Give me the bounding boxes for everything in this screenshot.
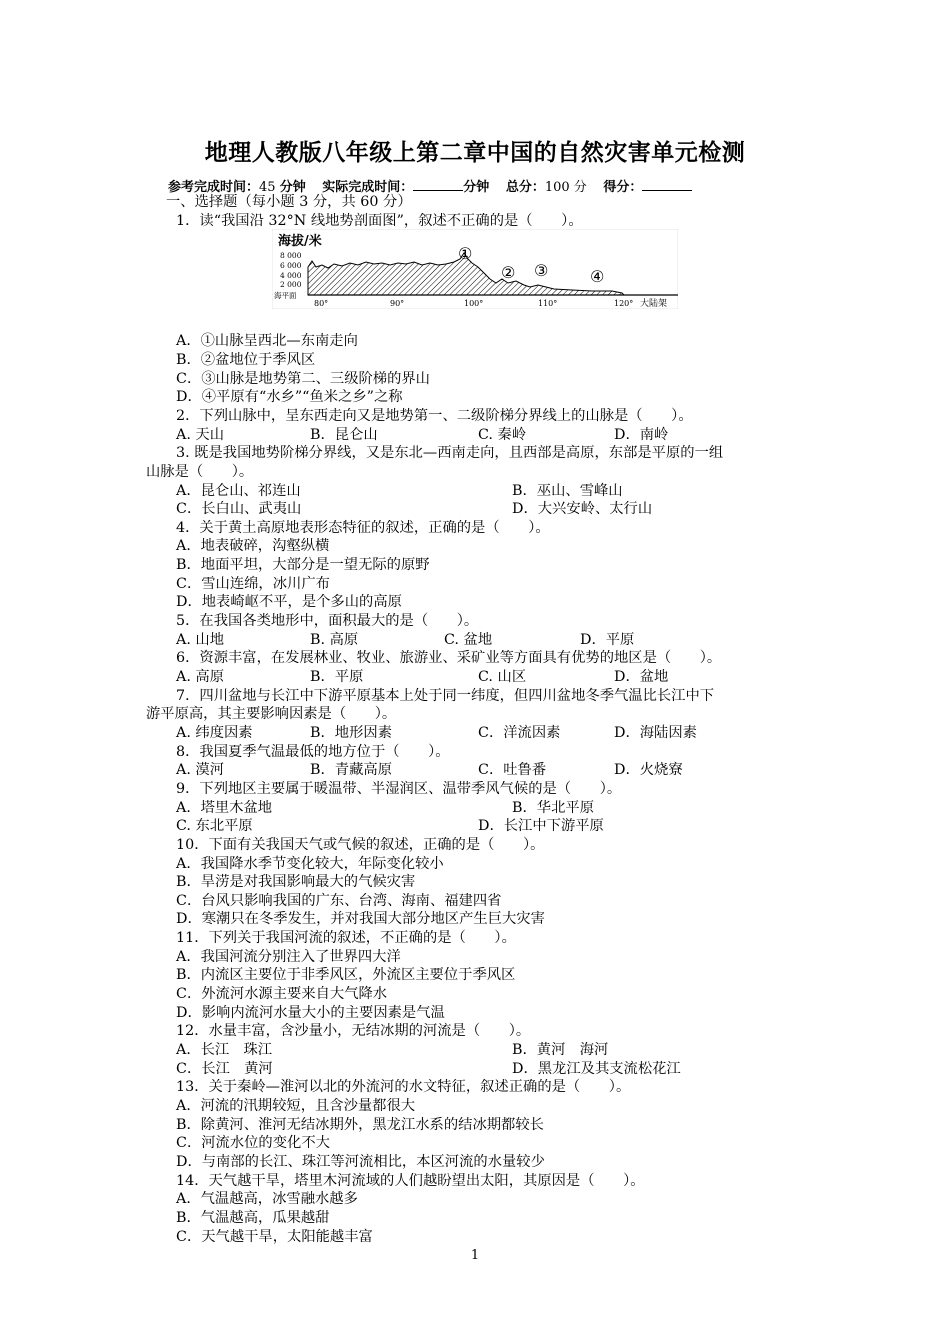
ytick: 8 000 xyxy=(280,251,302,260)
score-label: 得分： xyxy=(603,180,643,195)
option: A．昆仑山、祁连山 xyxy=(176,482,301,499)
option: C．长江 黄河 xyxy=(176,1060,273,1077)
option: C. 秦岭 xyxy=(478,426,527,443)
question-line: 6．资源丰富，在发展林业、牧业、旅游业、采矿业等方面具有优势的地区是（ ）。 xyxy=(176,650,722,667)
question-line: 游平原高，其主要影响因素是（ ）。 xyxy=(146,706,397,723)
question-line: B．气温越高，瓜果越甜 xyxy=(176,1209,330,1226)
page-title: 地理人教版八年级上第二章中国的自然灾害单元检测 xyxy=(204,140,746,166)
question-line: A．地表破碎，沟壑纵横 xyxy=(176,538,330,555)
option: C．吐鲁番 xyxy=(478,762,547,779)
page-number: 1 xyxy=(470,1248,480,1263)
score-blank[interactable] xyxy=(642,178,692,191)
option: B．平原 xyxy=(310,669,364,685)
question-line: 9．下列地区主要属于暖温带、半湿润区、温带季风气候的是（ ）。 xyxy=(176,780,622,797)
option: C．长白山、武夷山 xyxy=(176,501,302,518)
shelf-label: 大陆架 xyxy=(640,299,668,309)
question-line: A．河流的汛期较短，且含沙量都很大 xyxy=(176,1097,416,1114)
ref-time-unit: 分钟 xyxy=(279,180,306,195)
question-line: D．影响内流河水量大小的主要因素是气温 xyxy=(176,1004,445,1021)
question-line: 5．在我国各类地形中，面积最大的是（ ）。 xyxy=(176,613,479,630)
question-line: B．地面平坦，大部分是一望无际的原野 xyxy=(176,557,430,574)
xtick: 90° xyxy=(390,299,405,308)
elevation-profile-figure xyxy=(272,229,678,309)
ref-time-label: 参考完成时间： xyxy=(168,180,260,195)
option: B．华北平原 xyxy=(512,799,594,816)
question-line: C．③山脉是地势第二、三级阶梯的界山 xyxy=(176,370,430,387)
option: A．塔里木盆地 xyxy=(176,799,273,816)
question-line: B．②盆地位于季风区 xyxy=(176,351,316,368)
question-line: C．天气越干旱，太阳能越丰富 xyxy=(176,1228,373,1245)
xtick: 80° xyxy=(314,299,329,308)
total-label: 总分： xyxy=(505,180,545,195)
question-line: A．我国降水季节变化较大，年际变化较小 xyxy=(176,855,444,872)
section-heading: 一、选择题（每小题 3 分，共 60 分） xyxy=(166,194,412,210)
question-line: 7．四川盆地与长江中下游平原基本上处于同一纬度，但四川盆地冬季气温比长江中下 xyxy=(176,687,715,704)
marker-1: ① xyxy=(458,244,473,263)
question-line: D．地表崎岖不平，是个多山的高原 xyxy=(176,594,402,611)
total-value: 100 分 xyxy=(544,180,587,195)
question-line: C．台风只影响我国的广东、台湾、海南、福建四省 xyxy=(176,892,502,909)
option: D．火烧寮 xyxy=(614,762,683,779)
question-line: B．内流区主要位于非季风区，外流区主要位于季风区 xyxy=(176,967,516,984)
question-line: D．与南部的长江、珠江等河流相比，本区河流的水量较少 xyxy=(176,1153,545,1170)
question-line: D．④平原有“水乡”“鱼米之乡”之称 xyxy=(176,389,403,406)
question-line: 1．读“我国沿 32°N 线地势剖面图”，叙述不正确的是（ ）。 xyxy=(176,212,583,229)
figure-ylabel: 海拔/米 xyxy=(278,234,322,249)
ytick: 6 000 xyxy=(280,261,302,270)
question-line: 8．我国夏季气温最低的地方位于（ ）。 xyxy=(176,743,450,760)
actual-time-blank[interactable] xyxy=(413,178,463,191)
option: C. 东北平原 xyxy=(176,818,253,835)
question-line: A．气温越高，冰雪融水越多 xyxy=(176,1191,358,1208)
xtick: 120° xyxy=(614,299,634,308)
question-line: C．雪山连绵，冰川广布 xyxy=(176,575,330,592)
option: D．海陆因素 xyxy=(614,724,697,741)
ytick: 海平面 xyxy=(274,291,297,300)
marker-3: ③ xyxy=(534,261,549,280)
marker-2: ② xyxy=(501,263,516,282)
option: A. 山地 xyxy=(176,631,225,648)
question-line: 4．关于黄土高原地表形态特征的叙述，正确的是（ ）。 xyxy=(176,519,550,536)
question-line: 山脉是（ ）。 xyxy=(146,463,254,480)
option: A．长江 珠江 xyxy=(176,1042,273,1058)
option: A. 漠河 xyxy=(176,762,225,779)
option: D．大兴安岭、太行山 xyxy=(512,501,653,518)
marker-4: ④ xyxy=(590,267,605,286)
question-line: B．旱涝是对我国影响最大的气候灾害 xyxy=(176,874,416,891)
question-line: B．除黄河、淮河无结冰期外，黑龙江水系的结冰期都较长 xyxy=(176,1116,544,1133)
option: D．盆地 xyxy=(614,669,669,685)
ref-time-value: 45 xyxy=(259,180,276,195)
option: D．长江中下游平原 xyxy=(478,818,604,835)
ytick: 2 000 xyxy=(280,280,302,289)
option: A. 纬度因素 xyxy=(176,724,253,741)
question-line: A．我国河流分别注入了世界四大洋 xyxy=(176,948,401,965)
question-line: D．寒潮只在冬季发生，并对我国大部分地区产生巨大灾害 xyxy=(176,911,545,928)
xtick: 110° xyxy=(538,299,558,308)
question-line: 2．下列山脉中，呈东西走向又是地势第一、二级阶梯分界线上的山脉是（ ）。 xyxy=(176,407,693,424)
xtick: 100° xyxy=(464,299,484,308)
option: C. 山区 xyxy=(478,669,527,685)
question-line: 13．关于秦岭—淮河以北的外流河的水文特征，叙述正确的是（ ）。 xyxy=(176,1079,631,1096)
option: D．平原 xyxy=(580,631,635,648)
question-line: 12．水量丰富，含沙量小，无结冰期的河流是（ ）。 xyxy=(176,1023,531,1040)
option: B．黄河 海河 xyxy=(512,1042,609,1058)
actual-time-label: 实际完成时间： xyxy=(322,180,414,195)
actual-time-unit: 分钟 xyxy=(463,180,490,195)
option: D．黑龙江及其支流松花江 xyxy=(512,1060,681,1077)
option: C. 盆地 xyxy=(444,631,493,648)
option: B．地形因素 xyxy=(310,724,392,741)
question-line: C．外流河水源主要来自大气降水 xyxy=(176,986,388,1003)
option: B. 高原 xyxy=(310,631,359,648)
question-line: 11．下列关于我国河流的叙述，不正确的是（ ）。 xyxy=(176,930,516,947)
option: D．南岭 xyxy=(614,426,669,443)
ytick: 4 000 xyxy=(280,271,302,280)
question-line: A．①山脉呈西北—东南走向 xyxy=(176,333,358,350)
option: A. 天山 xyxy=(176,426,225,443)
question-line: 10．下面有关我国天气或气候的叙述，正确的是（ ）。 xyxy=(176,836,545,853)
question-line: 14．天气越干旱，塔里木河流域的人们越盼望出太阳，其原因是（ ）。 xyxy=(176,1172,645,1189)
option: B．昆仑山 xyxy=(310,426,378,443)
option: A. 高原 xyxy=(176,669,225,685)
option: B．巫山、雪峰山 xyxy=(512,482,623,499)
question-line: 3. 既是我国地势阶梯分界线，又是东北—西南走向，且西部是高原，东部是平原的一组 xyxy=(176,445,724,462)
option: C．洋流因素 xyxy=(478,724,561,741)
question-line: C．河流水位的变化不大 xyxy=(176,1135,330,1152)
option: B．青藏高原 xyxy=(310,762,392,779)
